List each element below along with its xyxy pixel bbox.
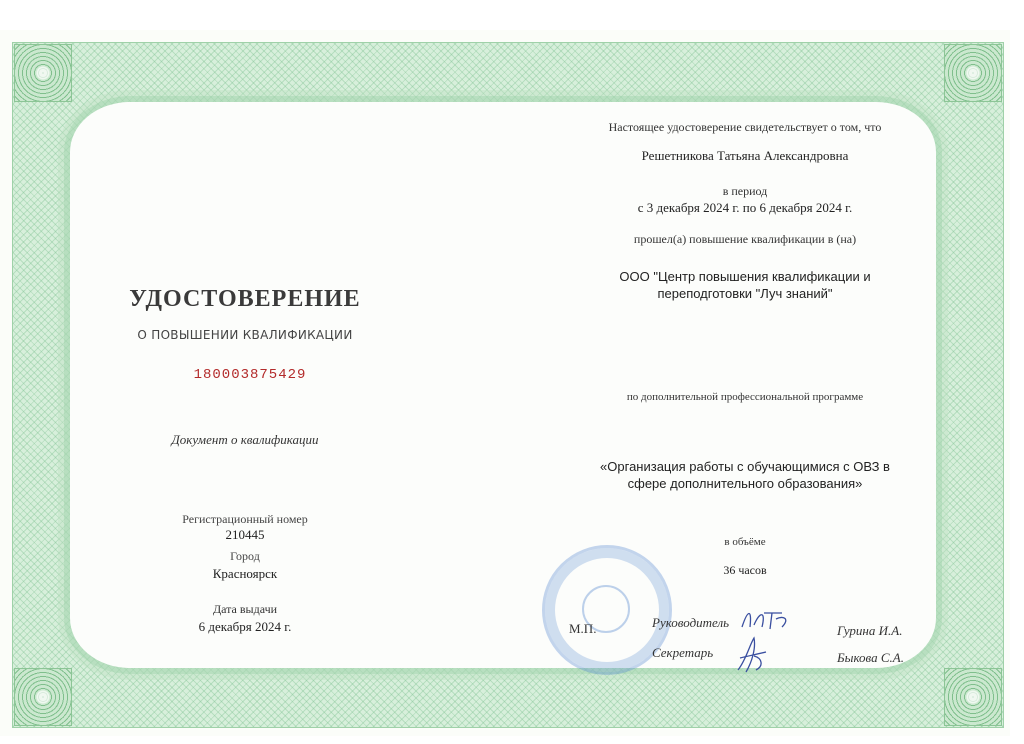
city-value: Красноярск — [212, 566, 278, 581]
organization-line-1: ООО "Центр повышения квалификации и — [619, 269, 871, 284]
intro-text: Настоящее удостоверение свидетельствует о том, что — [608, 120, 882, 134]
program-title-line-1: «Организация работы с обучающимися с ОВЗ в — [600, 459, 890, 474]
issue-date-label: Дата выдачи — [212, 602, 278, 616]
head-name: Гурина И.А. — [837, 623, 903, 638]
organization-line-2: переподготовки "Луч знаний" — [657, 286, 833, 301]
head-signature — [738, 605, 798, 633]
document-type: Документ о квалификации — [171, 432, 319, 447]
issue-date: 6 декабря 2024 г. — [198, 619, 292, 634]
passed-text: прошел(а) повышение квалификации в (на) — [633, 232, 857, 246]
secretary-name: Быкова С.А. — [837, 650, 904, 665]
head-label: Руководитель — [652, 615, 730, 630]
period-value: с 3 декабря 2024 г. по 6 декабря 2024 г. — [637, 200, 853, 215]
certificate-field — [70, 102, 936, 668]
corner-ornament — [14, 668, 72, 726]
holder-name: Решетникова Татьяна Александровна — [641, 148, 849, 163]
registration-number: 210445 — [225, 527, 265, 542]
certificate-number: 180003875429 — [193, 367, 307, 383]
certificate-subtitle: О ПОВЫШЕНИИ КВАЛИФИКАЦИИ — [137, 328, 353, 342]
corner-ornament — [14, 44, 72, 102]
program-title-line-2: сфере дополнительного образования» — [627, 476, 863, 491]
corner-ornament — [944, 668, 1002, 726]
secretary-signature — [732, 634, 772, 676]
registration-label: Регистрационный номер — [182, 512, 308, 526]
period-label: в период — [722, 184, 768, 198]
corner-ornament — [944, 44, 1002, 102]
stamp-place-label: М.П. — [569, 621, 597, 636]
secretary-label: Секретарь — [652, 645, 714, 660]
certificate-title: УДОСТОВЕРЕНИЕ — [129, 286, 361, 312]
volume-label: в объёме — [724, 536, 766, 548]
program-label: по дополнительной профессиональной программе — [626, 391, 864, 403]
city-label: Город — [230, 549, 260, 563]
volume-value: 36 часов — [723, 563, 767, 577]
